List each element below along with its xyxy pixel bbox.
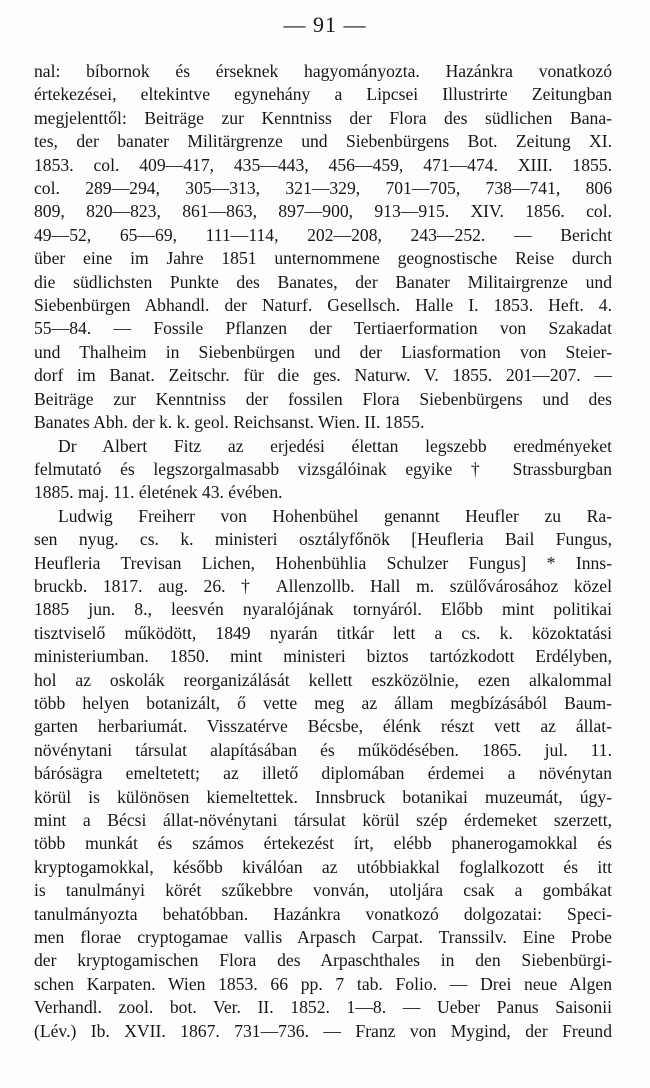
text-line: col. 289—294, 305—313, 321—329, 701—705, 738—741, 806	[34, 178, 612, 199]
text-line: (Lév.) Ib. XVII. 1867. 731—736. — Franz von Mygind, der Freund	[34, 1020, 612, 1041]
text-line: tisztviselő működött, 1849 nyarán titkár lett a cs. k. közoktatási	[34, 622, 612, 643]
text-line: sen nyug. cs. k. ministeri osztályfőnök [Heufleria Bail Fungus,	[34, 529, 612, 550]
text-line: növénytani társulat alapításában és működésében. 1865. jul. 11.	[34, 739, 612, 760]
page-number: — 91 —	[283, 12, 367, 37]
text-line: die südlichsten Punkte des Banates, der Banater Militairgrenze und	[34, 271, 612, 292]
paragraph-start-hohenbuhel: Ludwig Freiherr von Hohenbühel genannt Heufler zu Ra-	[58, 505, 612, 526]
paragraph-start-fitz: Dr Albert Fitz az erjedési élettan legszebb eredményeket	[58, 435, 612, 456]
text-line: Beiträge zur Kenntniss der fossilen Flora Siebenbürgens und des	[34, 388, 612, 409]
text-line: 1885. maj. 11. életének 43. évében.	[34, 482, 283, 503]
text-line: 1885 jun. 8., leesvén nyaralójának tornyáról. Előbb mint politikai	[34, 599, 612, 620]
text-line: mint a Bécsi állat-növénytani társulat körül szép érdemeket szerzett,	[34, 810, 612, 830]
text-line: körül is különösen kiemeltettek. Innsbruck botanikai muzeumát, úgy-	[34, 786, 612, 807]
text-line: értekezései, eltekintve egynehány a Lipcsei Illustrirte Zeitungban	[34, 84, 612, 105]
text-line: megjelenttől: Beiträge zur Kenntniss der Flora des südlichen Bana-	[34, 107, 612, 128]
text-line: kryptogamokkal, később kiválóan az utóbbiakkal foglalkozott és itt	[34, 856, 612, 877]
text-line: bárósägra emeltetett; az illető diplomában érdemei a növénytan	[34, 763, 612, 784]
text-line: 809, 820—823, 861—863, 897—900, 913—915. XIV. 1856. col.	[34, 201, 612, 222]
text-line: felmutató és legszorgalmasabb vizsgálóinak egyike † Strassburgban	[34, 458, 612, 479]
text-line: Verhandl. zool. bot. Ver. II. 1852. 1—8. — Ueber Panus Saisonii	[34, 997, 612, 1018]
text-line: több munkát és számos értekezést írt, elébb phanerogamokkal és	[34, 833, 612, 854]
text-line: 55—84. — Fossile Pflanzen der Tertiaerformation von Szakadat	[34, 318, 612, 339]
text-line: und Thalheim in Siebenbürgen und der Liasformation von Steier-	[34, 341, 612, 362]
text-line: hol az oskolák reorganizálását kellett eszközölnie, ezen alkalommal	[34, 669, 612, 690]
text-line: 1853. col. 409—417, 435—443, 456—459, 471—474. XIII. 1855.	[34, 154, 612, 175]
text-line: 49—52, 65—69, 111—114, 202—208, 243—252. — Bericht	[34, 224, 612, 245]
text-line: Banates Abh. der k. k. geol. Reichsanst. Wien. II. 1855.	[34, 412, 425, 433]
text-line: Heufleria Trevisan Lichen, Hohenbühlia Schulzer Fungus] * Inns-	[34, 552, 612, 573]
text-line: tanulmányozta behatóbban. Hazánkra vonatkozó dolgozatai: Speci-	[34, 903, 612, 924]
text-line: schen Karpaten. Wien 1853. 66 pp. 7 tab. Folio. — Drei neue Algen	[34, 973, 612, 994]
text-line: dorf im Banat. Zeitschr. für die ges. Naturw. V. 1855. 201—207. —	[34, 365, 612, 386]
text-line: ministeriumban. 1850. mint ministeri biztos tartózkodott Erdélyben,	[34, 646, 612, 667]
text-line: bruckb. 1817. aug. 26. † Allenzollb. Hall m. szülővárosához közel	[34, 575, 612, 596]
text-line: is tanulmányi körét szűkebbre vonván, utoljára csak a gombákat	[34, 880, 612, 901]
text-line: über eine im Jahre 1851 unternommene geognostische Reise durch	[34, 248, 612, 269]
text-line: tes, der banater Militärgrenze und Siebenbürgens Bot. Zeitung XI.	[34, 131, 612, 152]
text-line: Siebenbürgen Abhandl. der Naturf. Gesellsch. Halle I. 1853. Heft. 4.	[34, 295, 612, 316]
text-line: több helyen botanizált, ő vette meg az állam megbízásából Baum-	[34, 692, 612, 713]
body-text	[34, 60, 612, 1043]
text-line: men florae cryptogamae vallis Arpasch Carpat. Transsilv. Eine Probe	[34, 927, 612, 948]
text-line: der kryptogamischen Flora des Arpaschthales in den Siebenbürgi-	[34, 950, 612, 971]
text-line: nal: bíbornok és érseknek hagyományozta. Hazánkra vonatkozó	[34, 61, 612, 81]
text-line: garten herbariumát. Visszatérve Bécsbe, élénk részt vett az állat-	[34, 716, 612, 737]
